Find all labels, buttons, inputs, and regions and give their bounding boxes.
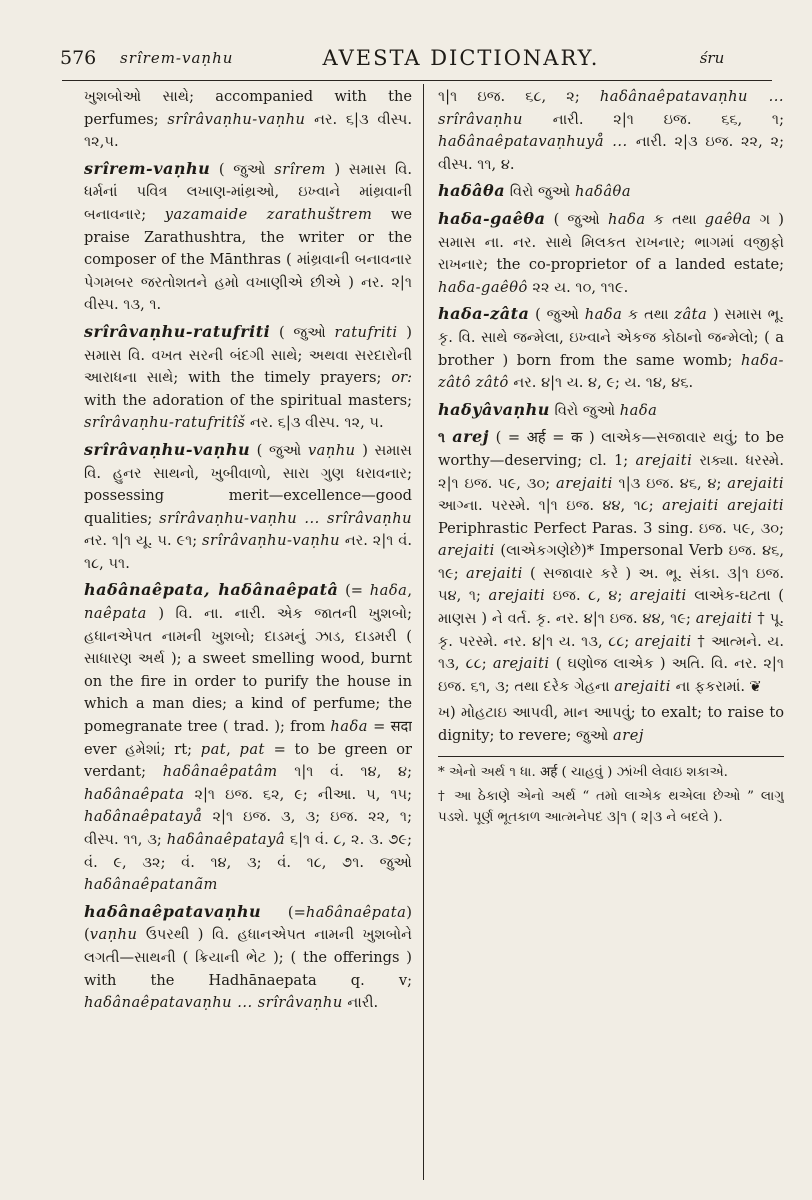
avestan-word: haδânaêpatavaṇhuyå ... [438, 133, 636, 151]
definition-text: ) સમાસ વિ. ધર્મનાં પવિત્ર લખાણ-માંથ્રઓ, ઇખ્વાને માંથ્રવાની બનાવનાર; [84, 160, 412, 223]
avestan-word: arejaiti [556, 474, 613, 492]
avestan-word: srîrâvaṇhu-vaṇhu [167, 110, 306, 128]
dictionary-entry [438, 303, 784, 394]
definition-text: ખ) મોહટાઇ આપવી, માન આપવું; to exalt; to raise to dignity; to revere; જુઓ [438, 704, 784, 745]
avestan-word: pat [239, 740, 265, 758]
definition-text: લાએક-ઘટતા ( માણસ ) ને વર્ત. કૃ. નર. ૪|૧ ઇજ. ૪૪, ૧૯; [438, 587, 784, 628]
entry-headword: srîrem-vaṇhu [84, 158, 211, 178]
avestan-word: haδa [607, 210, 646, 228]
definition-text: ઇજ. ૮, ૪; [545, 587, 630, 605]
avestan-word: yazamaide zarathuštrem [164, 205, 373, 223]
definition-text: નારી. ૨|૧ ઇજ. ૬૬, ૧; [522, 110, 784, 128]
column-divider [423, 84, 424, 1180]
definition-text: નર. ૨|૧ વં. ૧૮, ૫૧. [84, 532, 412, 572]
definition-text: નર. ૬|૩ વીસ્પ. ૧૨,૫. [84, 110, 412, 151]
definition-text: વિરો જુઓ [505, 183, 575, 201]
entry-headword: haδânaêpata, haδânaêpatâ [84, 580, 339, 600]
definition-text: ( સજાવાર કરે ) અ. ભૂ. સંકા. ૩|૧ ઇજ. ૫૪, ૧; [438, 564, 784, 605]
avestan-word: haδa [369, 582, 408, 600]
entry-headword: haδyâvaṇhu [438, 399, 550, 419]
definition-text: ) સમાસ વિ. હુનર સાથનો, ખુબીવાળો, સારા ગુણ ધરાવનાર; possessing merit—excellence—good qualities; [84, 441, 412, 527]
definition-text: ઉપરથી ) વિ. હધાનએપત નામની ખુશબોને લગતી—સાથની ( ક્રિયાની ભેટ ); ( the offerings ) with the Hadhānaepata q. v; [84, 926, 412, 989]
dictionary-entry [84, 158, 412, 317]
definition-text: ) સમાસ વિ. વખત સરની બંદગી સાથે; અથવા સરદારોની આરાધના સાથે; with the timely prayers; [84, 323, 412, 387]
avestan-word: haδânaêpata [305, 903, 407, 921]
right-entries [438, 86, 784, 748]
definition-text: ( જુઓ [529, 306, 585, 324]
left-running-headword: srîrem-vaṇhu [120, 49, 234, 67]
definition-text: ( ઘણોજ લાએક ) અતિ. વિ. નર. ૨|૧ ઇજ. ૬૧, ૩; તથા દરેક ગેહના [438, 655, 784, 695]
definition-text: (= [261, 903, 306, 921]
avestan-word: arejaiti [695, 610, 753, 628]
avestan-word: srîrâvaṇhu-vaṇhu ... srîrâvaṇhu [159, 509, 412, 527]
footnote: * એનો અર્થ ૧ ધા. अर्ह ( ચાહવું ) ઝાંખી લેવાઇ શકાએ. [438, 764, 728, 780]
avestan-word: haδânaêpatayå [84, 808, 203, 826]
definition-text: † આત્મને. ય. ૧૩, ૮૮; [438, 632, 784, 673]
dictionary-entry [84, 901, 412, 1015]
definition-text: ( જુઓ [210, 160, 275, 178]
avestan-word: haδâθa [574, 183, 632, 201]
avestan-word: arejaiti [488, 587, 546, 605]
definition-text: નારી. [342, 994, 379, 1012]
avestan-word: arejaiti [629, 587, 687, 605]
entry-headword: haδânaêpatavaṇhu [84, 901, 262, 921]
definition-text: ૧|૩ ઇજ. ૪૬, ૪; [612, 474, 728, 492]
entry-headword: arej [452, 427, 489, 447]
definition-text: , [407, 582, 412, 600]
definition-text: (લાએકગણેછે)* Impersonal Verb ઇજ. ૪૬, ૧૯; [438, 542, 784, 582]
definition-text: રાક્યા. ધરસ્મે. ૨|૧ ઇજ. ૫૯, ૩૦; [438, 451, 784, 492]
definition-text: ( = अर्ह = क ) લાએક—સજાવાર થવું; to be worthy—deserving; cl. 1; [438, 429, 784, 469]
definition-text: ( જુઓ [270, 323, 335, 341]
definition-text: આગ્ના. પરસ્મે. ૧|૧ ઇજ. ૪૪, ૧૮; [438, 497, 663, 515]
entry-continuation [438, 86, 784, 176]
avestan-word: naêpata [84, 605, 147, 623]
definition-text: નર. ૬|૩ વીસ્પ. ૧૨, ૫. [245, 414, 384, 432]
definition-text: નારી. ૨|૩ ઇજ. ૨૨, ૨; વીસ્પ. ૧૧, ૪. [438, 133, 784, 173]
avestan-word: srîrâvaṇhu-vaṇhu [202, 532, 341, 550]
definition-text: Periphrastic Perfect Paras. 3 sing. ઇજ. ૫૯, ૩૦; [438, 519, 784, 537]
avestan-word: arej [613, 727, 644, 745]
avestan-word: haδânaêpatanãm [84, 876, 218, 894]
dictionary-entry [84, 439, 412, 576]
avestan-word: haδânaêpatâm [162, 763, 278, 781]
avestan-word: haδânaêpatayâ [166, 831, 286, 848]
definition-text: = to be green or verdant; [84, 740, 412, 781]
definition-text: ના ફકરામાં. ❦ [670, 677, 761, 695]
definition-text: ૨|૧ ઇજ. ૩, ૩; ઇજ. ૨૨, ૧; વીસ્પ. ૧૧, ૩; [84, 808, 412, 848]
definition-text: ( જુઓ [250, 441, 308, 459]
avestan-word: srîrem [274, 160, 326, 178]
footnote: † આ ઠેકાણે એનો અર્થ “ તમો લાએક થએલા છેઓ ” લાગુ પડશે. પૂર્ણ ભૂતકાળ આત્મનેપદ ૩|૧ ( ૨|૩ ને બદલે ). [438, 789, 784, 825]
definition-text: ગ ) સમાસ ના. નર. સાથે મિલકત રાખનાર; ભાગમાં વજીફો રાખનાર; the co-proprietor of a landed estate; [438, 210, 784, 274]
definition-text: ૬|૧ વં. ૮, ૨. ૩. ૭૯; વં. ૯, ૩૨; વં. ૧૪, ૩; વં. ૧૮, ૭૧. જુઓ [84, 831, 412, 871]
footnotes [438, 763, 784, 829]
dictionary-entry [438, 399, 784, 423]
definition-text: ક તથા [622, 306, 675, 324]
avestan-word: arejaiti [662, 497, 719, 515]
avestan-word: haδânaêpatavaṇhu ... srîrâvaṇhu [438, 88, 784, 128]
avestan-word: haδa-zâtô [438, 351, 784, 392]
definition-text: , [226, 740, 240, 758]
definition-text: ૧|૧ ઇજ. ૬૮, ૨; [438, 88, 600, 105]
definition-text: વિરો જુઓ [549, 401, 620, 419]
definition-text: † પૂ. કૃ. પરસ્મે. નર. ૪|૧ ય. ૧૩, ૮૮; [438, 610, 784, 650]
page-number: 576 [60, 47, 97, 69]
avestan-word: haδânaêpatavaṇhu ... srîrâvaṇhu [84, 994, 343, 1012]
definition-text: ક તથા [645, 210, 705, 228]
avestan-word: ratufriti [334, 323, 398, 341]
page-title: AVESTA DICTIONARY. [322, 46, 600, 70]
sense-number: ૧ [438, 429, 453, 447]
left-column [84, 86, 412, 1182]
definition-text: ( જુઓ [545, 210, 608, 228]
entry-headword: haδa-zâta [438, 304, 530, 324]
definition-text [719, 497, 727, 514]
avestan-word: vaṇhu [89, 926, 138, 944]
definition-text: (= [338, 582, 370, 600]
avestan-word: haδa [330, 718, 368, 736]
avestan-word: vaṇhu [307, 441, 356, 459]
dictionary-entry [438, 208, 784, 299]
definition-text: ) ( [84, 903, 412, 944]
avestan-word: arejaiti [727, 497, 784, 515]
avestan-word: gaêθa [704, 210, 752, 228]
right-running-headword: śru [699, 49, 725, 67]
italic-text: or: [391, 369, 412, 387]
definition-text: we praise Zarathushtra, the writer or the composer of the Mānthras ( માંથ્રવાની બનાવનાર પેગમબર જરતોશતને હમો વખાણીએ છીએ ) નર. ૨|૧ વીસ્પ. ૧૩, ૧. [84, 205, 412, 314]
avestan-word: arejaiti [466, 564, 523, 582]
definition-text: નર. ૪|૧ ય. ૪, ૯; ય. ૧૪, ૪૬. [508, 374, 694, 392]
right-column [438, 86, 784, 1182]
dictionary-entry [84, 579, 412, 896]
definition-text: ) સમાસ ભૂ. કૃ. વિ. સાથે જન્મેલા, ઇખ્વાને એકજ કોઠાનો જન્મેલો; ( a brother ) born from the same womb; [438, 306, 784, 369]
dictionary-entry [84, 321, 412, 435]
entry-headword: haδâθa [438, 181, 506, 201]
avestan-word: haδa-gaêθô [438, 278, 528, 296]
avestan-word: srîrâvaṇhu-ratufritîš [84, 414, 246, 432]
footnote-rule [438, 756, 784, 757]
definition-text: ૨|૧ ઇજ. ૬૨, ૯; નીઆ. ૫, ૧૫; [184, 785, 412, 803]
entry-headword: srîrâvaṇhu-ratufriti [84, 321, 271, 341]
page-header [60, 40, 772, 76]
entry-headword: haδa-gaêθa [438, 208, 546, 228]
avestan-word: arejaiti [438, 542, 495, 560]
avestan-word: arejaiti [492, 655, 550, 673]
definition-text: = सदा ever હમેશાં; rt; [84, 718, 412, 758]
definition-text: નર. ૧|૧ યૂ. ૫. ૯૧; [84, 532, 203, 550]
definition-text: with the adoration of the spiritual masters; [84, 391, 412, 409]
entry-headword: srîrâvaṇhu-vaṇhu [84, 439, 251, 459]
definition-text: ૧|૧ વં. ૧૪, ૪; [277, 763, 412, 781]
avestan-word: arejaiti [635, 451, 693, 469]
definition-text: ખુશબોઓ સાથે; accompanied with the perfumes; [84, 88, 412, 128]
avestan-word: haδa [619, 401, 658, 419]
definition-text: ) વિ. ના. નારી. એક જાતની ખુશબો; હધાનએપત નામની ખુશબો; દાડમનું ઝાડ, દાડમરી ( સાધારણ અર્થ ); a sweet smelling wood, burnt on the fire in order to purify the house in which a man dies; a kind of perfume; the pomegranate tree ( trad. ); from [84, 605, 412, 736]
definition-text: ૨૨ ય. ૧૦, ૧૧૯. [527, 278, 629, 296]
dictionary-entry [438, 702, 784, 747]
avestan-word: arejaiti [614, 677, 671, 695]
avestan-word: haδa [584, 306, 623, 324]
header-rule [62, 80, 772, 81]
avestan-word: pat [200, 740, 227, 758]
dictionary-entry [438, 426, 784, 698]
avestan-word: zâtô [475, 374, 509, 392]
entry-continuation [84, 86, 412, 154]
avestan-word: haδânaêpata [84, 785, 185, 803]
avestan-word: arejaiti [727, 474, 784, 492]
avestan-word: zâta [674, 306, 708, 324]
dictionary-entry [438, 180, 784, 204]
avestan-word: arejaiti [634, 632, 692, 650]
